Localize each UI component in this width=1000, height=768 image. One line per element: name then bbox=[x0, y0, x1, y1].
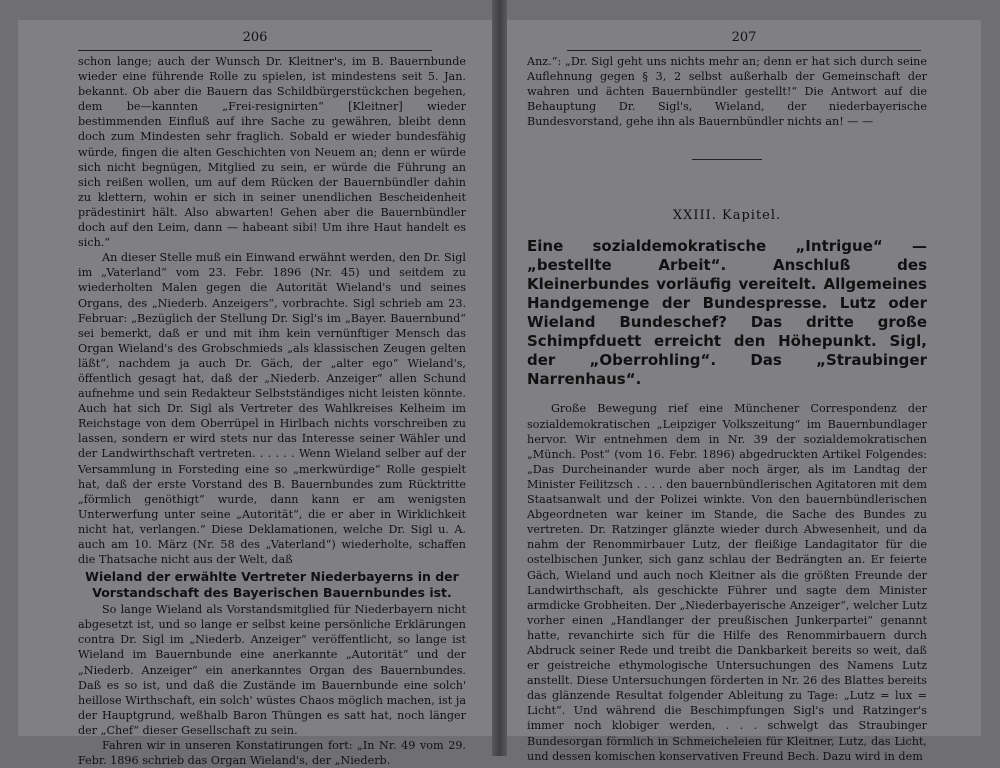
paragraph: Anz.“: „Dr. Sigl geht uns nichts mehr an; denn er hat sich durch seine Auflehnung gegen § 3, 2 selbst außerhalb der Gemeinschaft der wahren und ächten Bauernbündler gestellt!“ Die Antwort auf die Behauptung Dr. Sigl's, Wieland, der niederbayerische Bundesvorstand, gehe ihn als Bauernbündler nichts an! — — bbox=[527, 55, 927, 129]
paragraph: An dieser Stelle muß ein Einwand erwähnt werden, den Dr. Sigl im „Vaterland“ vom 23. Febr. 1896 (Nr. 45) und seitdem zu wiederholten Malen gegen die Autorität Wieland's und seines Organs, des „Niederb. Anzeigers“, vorbrachte. Sigl schrieb am 23. Februar: „Bezüglich der Stellung Dr. Sigl's im „Bayer. Bauernbund“ sei bemerkt, daß er und mit ihm kein vernünftiger Mensch das Organ Wieland's des Grobschmieds „als klassischen Zeugen gelten läßt“, nachdem ja auch Dr. Gäch, der „alter ego“ Wieland's, öffentlich gesagt hat, daß der „Niederb. Anzeiger“ allen Schund aufnehme und sein Redakteur Selbstständiges nicht leisten könnte. Auch hat sich Dr. Sigl als Vertreter des Wahlkreises Kelheim im Reichstage von dem Oberrüpel in Hirlbach nichts vorschreiben zu lassen, sondern er wird stets nur das Interesse seiner Wähler und der Landwirthschaft vertreten. . . . . . Wenn Wieland selber auf der Versammlung in Forsteding eine so „merkwürdige“ Rolle gespielt hat, daß der erste Vorstand des B. Bauernbundes zum Rücktritte „förmlich genöthigt“ wurde, dann kann er am wenigsten Unterwerfung unter seine „Autorität“, die er aber in Wirklichkeit nicht hat, verlangen.“ Diese Deklamationen, welche Dr. Sigl u. A. auch am 10. März (Nr. 58 des „Vaterland“) wiederholte, schaffen die Thatsache nicht aus der Welt, daß bbox=[78, 251, 466, 567]
chapter-title: XXIII. Kapitel. bbox=[672, 208, 782, 224]
paragraph: Fahren wir in unseren Konstatirungen fort: „In Nr. 49 vom 29. Febr. 1896 schrieb das Organ Wieland's, der „Niederb. bbox=[78, 739, 466, 768]
right-page bbox=[507, 20, 981, 763]
section-divider bbox=[692, 159, 762, 160]
page-number: 206 bbox=[242, 30, 268, 45]
left-text-column bbox=[78, 54, 466, 768]
left-page bbox=[18, 20, 492, 768]
paragraph: So lange Wieland als Vorstandsmitglied für Niederbayern nicht abgesetzt ist, und so lange er selbst keine persönliche Erklärungen contra Dr. Sigl im „Niederb. Anzeiger“ veröffentlicht, so lange ist Wieland im Bauernbunde eine anerkannte „Autorität“ und der „Niederb. Anzeiger“ ein anerkanntes Organ des Bauernbundes. Daß es so ist, und daß die Zustände im Bauernbunde eine solch' heillose Wirthschaft, ein solch' wüstes Chaos möglich machen, ist ja der Hauptgrund, weßhalb Baron Thüngen es satt hat, noch länger der „Chef“ dieser Gesellschaft zu sein. bbox=[78, 603, 466, 737]
paragraph: Große Bewegung rief eine Münchener Correspondenz der sozialdemokratischen „Leipziger Volkszeitung“ im Bauernbundlager hervor. Wir entnehmen dem in Nr. 39 der sozialdemokratischen „Münch. Post“ (vom 16. Febr. 1896) abgedruckten Artikel Folgendes: „Das Durcheinander wurde aber noch ärger, als im Landtag der Minister Feilitzsch . . . . den bauernbündlerischen Agitatoren mit dem Staatsanwalt und der Polizei winkte. Von den bauernbündlerischen Abgeordneten war keiner im Stande, die Sache des Bundes zu vertreten. Dr. Ratzinger glänzte wieder durch Abwesenheit, und da nahm der Renommirbauer Lutz, der fleißige Landagitator für die ostelbischen Junker, sich ganz schlau der Bedrängten an. Er feierte Gäch, Wieland und auch noch Kleitner als die größten Freunde der Landwirthschaft, als geschickte Führer und sagte dem Minister armdicke Grobheiten. Der „Niederbayerische Anzeiger“, welcher Lutz vorher einen „Handlanger der preußischen Junkerpartei“ genannt hatte, revanchirte sich für die Hilfe des Renommirbauern durch Abdruck seiner Rede und treibt die Dankbarkeit bereits so weit, daß er geistreiche ethymologische Untersuchungen des Namens Lutz anstellt. Diese Untersuchungen förderten in Nr. 26 des Blattes bereits das glänzende Resultat folgender Ableitung zu Tage: „Lutz = lux = Licht“. Und während die Beschimpfungen Sigl's und Ratzinger's immer noch klobiger werden, . . . schwelgt das Straubinger Bundesorgan förmlich in Schmeicheleien für Kleitner, Lutz, das Licht, und dessen komischen konservativen Freund Bech. Dazu wird in dem bbox=[527, 402, 927, 763]
book-gutter bbox=[492, 0, 507, 756]
right-text-column bbox=[527, 54, 927, 764]
section-heading: Wieland der erwählte Vertreter Niederbayerns in der Vorstandschaft des Bayerischen Bauernbundes ist. bbox=[85, 569, 459, 600]
header-rule bbox=[78, 50, 432, 51]
page-number: 207 bbox=[731, 30, 757, 45]
chapter-heading: Eine sozialdemokratische „Intrigue“ — „bestellte Arbeit“. Anschluß des Kleinerbundes vorläufig vereitelt. Allgemeines Handgemenge der Bundespresse. Lutz oder Wieland Bundeschef? Das dritte große Schimpfduett erreicht den Höhepunkt. Sigl, der „Oberrohling“. Das „Straubinger Narrenhaus“. bbox=[527, 237, 927, 389]
header-rule bbox=[567, 50, 921, 51]
paragraph: schon lange; auch der Wunsch Dr. Kleitner's, im B. Bauernbunde wieder eine führende Rolle zu spielen, ist mindestens seit 5. Jan. bekannt. Ob aber die Bauern das Schildbürgerstückchen begehen, dem be—kannten „Frei-resignirten“ [Kleitner] wieder bestimmenden Einfluß auf ihre Sache zu gewähren, bleibt denn doch zum Mindesten sehr fraglich. Sobald er wieder bundesfähig würde, fingen die alten Geschichten von Neuem an; denn er würde sich nicht begnügen, Mitglied zu sein, er würde die Führung an sich reißen wollen, um auf dem Rücken der Bauernbündler dahin zu klettern, wohin er sich in seiner unendlichen Bescheidenheit prädestinirt hält. Also abwarten! Gehen aber die Bauernbündler doch auf den Leim, dann — habeant sibi! Um ihre Haut handelt es sich.“ bbox=[78, 55, 466, 250]
